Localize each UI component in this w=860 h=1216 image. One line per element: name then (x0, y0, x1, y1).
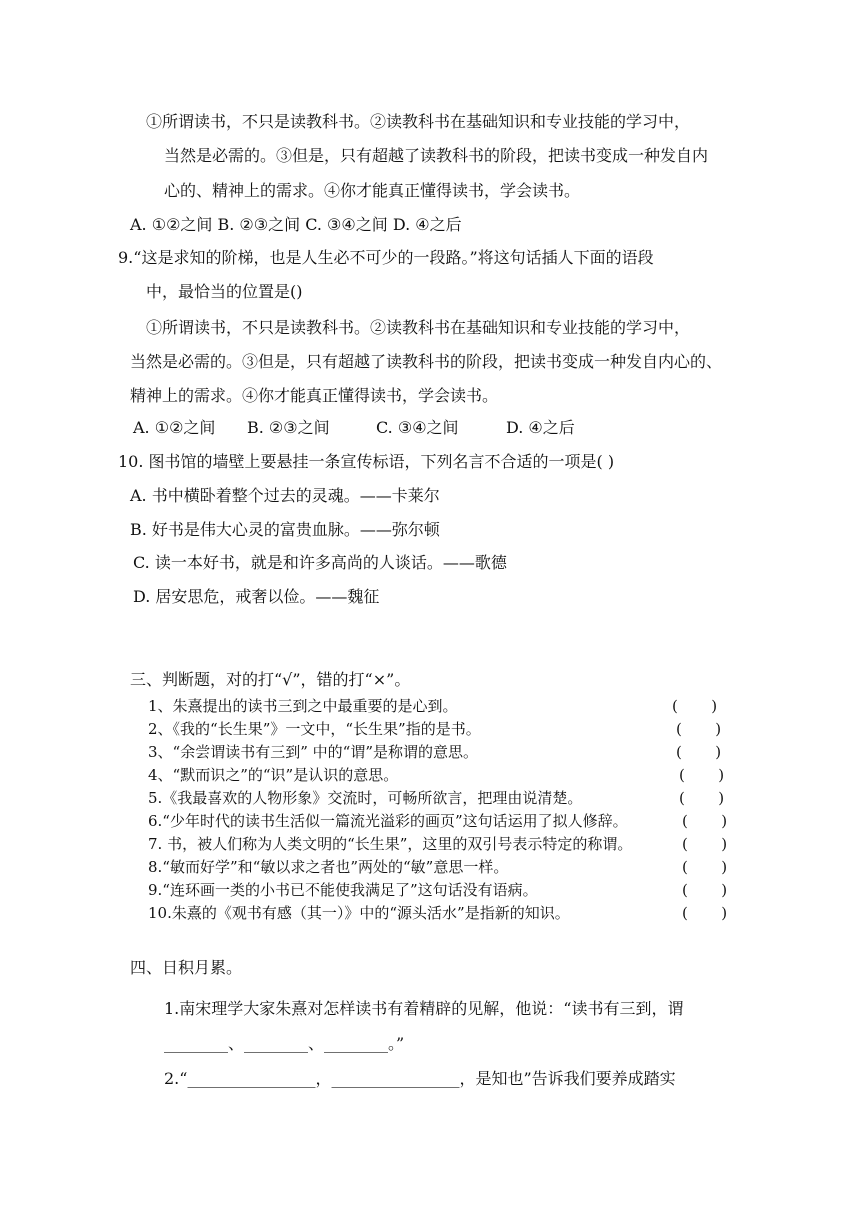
q8-options: A. ①②之间 B. ②③之间 C. ③④之间 D. ④之后 (130, 215, 462, 234)
section4-line-1: 1.南宋理学大家朱熹对怎样读书有着精辟的见解，他说：“读书有三到，谓 (164, 999, 684, 1018)
q9-passage-line-2: 当然是必需的。③但是，只有超越了读教科书的阶段，把读书变成一种发自内心的、 (130, 352, 723, 371)
q9-stem-line-2: 中，最恰当的位置是() (146, 282, 303, 301)
q10-option-d: D. 居安思危，戒奢以俭。——魏征 (133, 587, 380, 606)
q10-option-b: B. 好书是伟大心灵的富贵血脉。——弥尔顿 (130, 520, 440, 539)
tf-item: 10.朱熹的《观书有感（其一）》中的“源头活水”是指新的知识。 (148, 904, 570, 922)
tf-answer-blank: ( ) (679, 766, 725, 784)
q9-stem-line-1: 9.“这是求知的阶梯，也是人生必不可少的一段路。”将这句话插人下面的语段 (118, 248, 654, 267)
tf-answer-blank: ( ) (682, 904, 728, 922)
q9-passage-line-1: ①所谓读书，不只是读教科书。②读教科书在基础知识和专业技能的学习中， (146, 318, 691, 337)
q8-passage-line-2: 当然是必需的。③但是，只有超越了读教科书的阶段，把读书变成一种发自内 (164, 146, 709, 165)
tf-item: 8.“敏而好学”和“敏以求之者也”两处的“敏”意思一样。 (148, 858, 509, 876)
q9-option-c: C. ③④之间 (376, 418, 459, 437)
tf-answer-blank: ( ) (676, 743, 722, 761)
q9-option-b: B. ②③之间 (247, 418, 330, 437)
q9-option-a: A. ①②之间 (133, 418, 216, 437)
q10-stem: 10. 图书馆的墙壁上要悬挂一条宣传标语，下列名言不合适的一项是( ) (118, 452, 615, 471)
tf-answer-blank: ( ) (672, 697, 718, 715)
tf-answer-blank: ( ) (679, 789, 725, 807)
tf-item: 6.“少年时代的读书生活似一篇流光溢彩的画页”这句话运用了拟人修辞。 (148, 812, 628, 830)
tf-answer-blank: ( ) (682, 835, 728, 853)
tf-item: 2、《我的“长生果”》一文中，“长生果”指的是书。 (148, 720, 481, 738)
section3-title: 三、判断题，对的打“√”，错的打“×”。 (130, 670, 411, 689)
tf-item: 7. 书，被人们称为人类文明的“长生果”，这里的双引号表示特定的称谓。 (148, 835, 633, 853)
section4-line-3: 2.“________________，________________，是知也”告诉我们要养成踏实 (164, 1069, 676, 1088)
tf-item: 3、“余尝谓读书有三到” 中的“谓”是称谓的意思。 (148, 743, 478, 761)
q9-option-d: D. ④之后 (506, 418, 575, 437)
tf-item: 5.《我最喜欢的人物形象》交流时，可畅所欲言，把理由说清楚。 (148, 789, 583, 807)
tf-item: 1、朱熹提出的读书三到之中最重要的是心到。 (148, 697, 458, 715)
section4-title: 四、日积月累。 (130, 958, 243, 977)
tf-answer-blank: ( ) (682, 812, 728, 830)
tf-answer-blank: ( ) (682, 858, 728, 876)
section4-line-2-blanks: ________、________、________。” (164, 1034, 405, 1053)
tf-answer-blank: ( ) (676, 720, 722, 738)
q8-passage-line-3: 心的、精神上的需求。④你才能真正懂得读书，学会读书。 (164, 181, 581, 200)
tf-item: 9.“连环画一类的小书已不能使我满足了”这句话没有语病。 (148, 881, 538, 899)
q10-option-a: A. 书中横卧着整个过去的灵魂。——卡莱尔 (130, 486, 440, 505)
q8-passage-line-1: ①所谓读书，不只是读教科书。②读教科书在基础知识和专业技能的学习中， (146, 112, 691, 131)
q9-passage-line-3: 精神上的需求。④你才能真正懂得读书，学会读书。 (130, 386, 499, 405)
tf-answer-blank: ( ) (682, 881, 728, 899)
q10-option-c: C. 读一本好书，就是和许多高尚的人谈话。——歌德 (133, 553, 507, 572)
tf-item: 4、“默而识之”的“识”是认识的意思。 (148, 766, 399, 784)
